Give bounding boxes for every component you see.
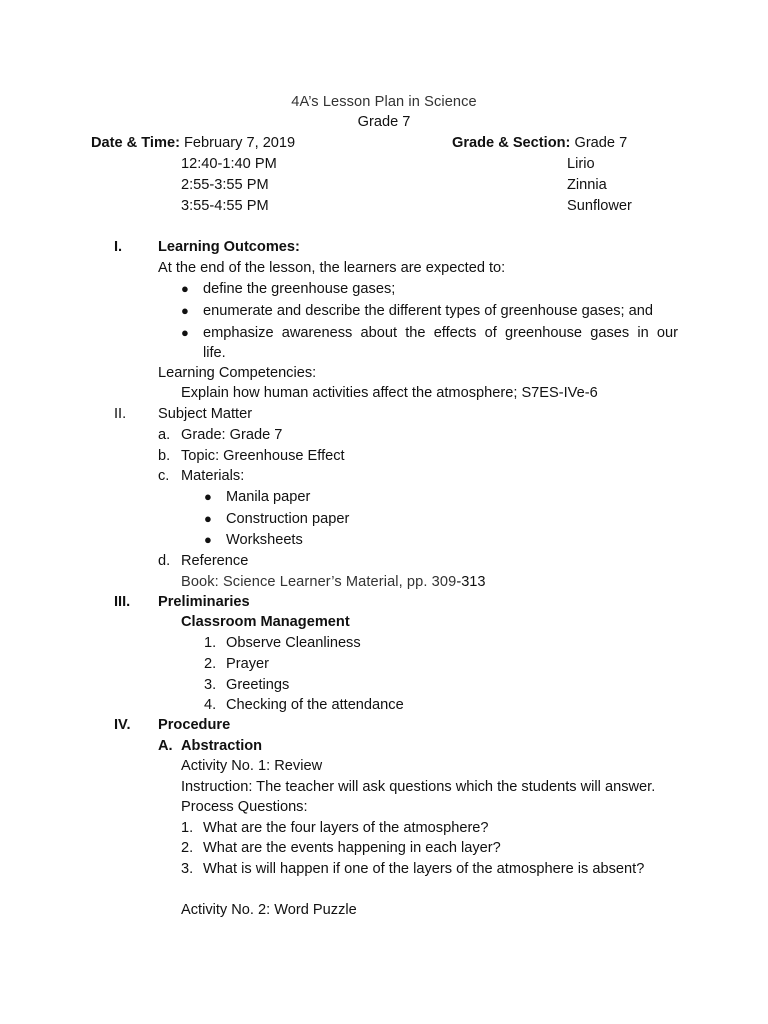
document-subtitle: Grade 7 (357, 114, 411, 130)
reference-text (181, 572, 486, 592)
list-item: enumerate and describe the different types of greenhouse gases; and (203, 303, 654, 319)
subsection-heading: Abstraction (181, 738, 263, 754)
subsection-marker: A. (158, 738, 173, 754)
material-item: Worksheets (226, 532, 303, 548)
time-slot: 3:55-4:55 PM (181, 198, 269, 214)
list-item: emphasize awareness about the effects of greenhouse gases in our (203, 325, 678, 341)
section-name: Zinnia (567, 177, 607, 193)
process-questions-label: Process Questions: (181, 799, 308, 815)
date-time-row (91, 133, 295, 153)
material-item: Manila paper (226, 489, 311, 505)
section-name: Lirio (567, 156, 595, 172)
list-item: Greetings (226, 677, 290, 693)
question-item: What are the events happening in each layer? (203, 840, 501, 856)
bullet-icon: ● (181, 281, 189, 296)
list-marker: 1. (181, 820, 194, 836)
section-numeral: III. (114, 594, 131, 610)
list-item: Materials: (181, 468, 245, 484)
document-title: 4A’s Lesson Plan in Science (291, 94, 477, 110)
date-time-label: Date & Time: (91, 135, 180, 151)
list-item-continuation: life. (203, 345, 226, 361)
section-numeral: II. (114, 406, 127, 422)
reference-pages-end: -313 (456, 574, 486, 590)
list-marker: b. (158, 448, 171, 464)
section-heading: Learning Outcomes: (158, 239, 300, 255)
activity-title: Activity No. 1: Review (181, 758, 323, 774)
list-marker: d. (158, 553, 171, 569)
time-slot: 2:55-3:55 PM (181, 177, 269, 193)
list-marker: 3. (181, 861, 194, 877)
time-slot: 12:40-1:40 PM (181, 156, 277, 172)
list-marker: a. (158, 427, 171, 443)
bullet-icon: ● (181, 325, 189, 340)
list-item: Prayer (226, 656, 269, 672)
grade-section-row (452, 133, 627, 153)
list-marker: 3. (204, 677, 217, 693)
bullet-icon: ● (204, 489, 212, 504)
bullet-icon: ● (181, 303, 189, 318)
list-marker: 4. (204, 697, 217, 713)
section-numeral: IV. (114, 717, 131, 733)
list-item: Grade: Grade 7 (181, 427, 283, 443)
list-marker: 2. (181, 840, 194, 856)
question-item: What are the four layers of the atmosphere? (203, 820, 489, 836)
outcomes-intro: At the end of the lesson, the learners are expected to: (158, 260, 506, 276)
question-item: What is will happen if one of the layers of the atmosphere is absent? (203, 861, 645, 877)
section-heading: Subject Matter (158, 406, 253, 422)
list-item: Checking of the attendance (226, 697, 404, 713)
list-item: Topic: Greenhouse Effect (181, 448, 345, 464)
list-marker: 1. (204, 635, 217, 651)
reference-label: Reference (181, 553, 249, 569)
material-item: Construction paper (226, 511, 350, 527)
grade-section-label: Grade & Section: (452, 135, 571, 151)
list-item: Observe Cleanliness (226, 635, 361, 651)
section-heading: Procedure (158, 717, 231, 733)
activity-title: Activity No. 2: Word Puzzle (181, 902, 357, 918)
section-name: Sunflower (567, 198, 632, 214)
reference-book: Book: Science Learner’s Material, pp. 309 (181, 574, 457, 590)
date-value: February 7, 2019 (184, 135, 296, 151)
list-marker: c. (158, 468, 170, 484)
section-heading: Preliminaries (158, 594, 250, 610)
bullet-icon: ● (204, 511, 212, 526)
activity-instruction: Instruction: The teacher will ask questions which the students will answer. (181, 779, 656, 795)
bullet-icon: ● (204, 532, 212, 547)
section-numeral: I. (114, 239, 123, 255)
grade-value: Grade 7 (574, 135, 628, 151)
list-item: define the greenhouse gases; (203, 281, 396, 297)
list-marker: 2. (204, 656, 217, 672)
subsection-heading: Classroom Management (181, 614, 350, 630)
competencies-text: Explain how human activities affect the atmosphere; S7ES-IVe-6 (181, 385, 598, 401)
competencies-label: Learning Competencies: (158, 365, 317, 381)
